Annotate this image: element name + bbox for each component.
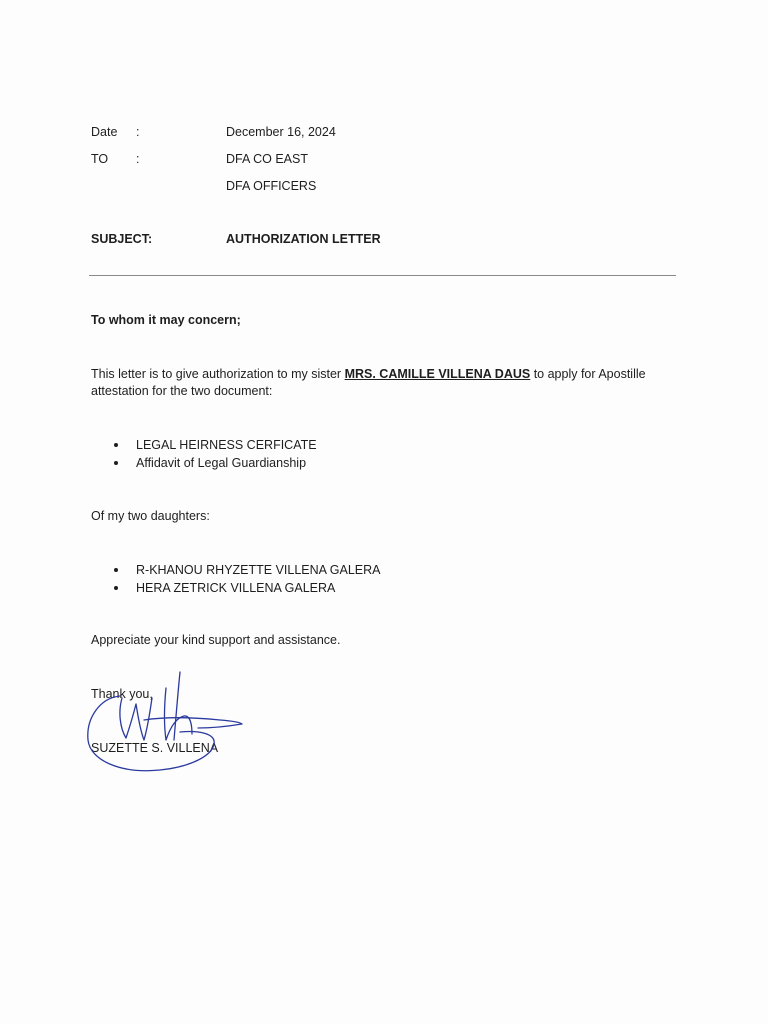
list-item xyxy=(91,454,651,472)
bullet-icon xyxy=(114,568,118,572)
date-row xyxy=(91,123,691,141)
list-item xyxy=(91,436,651,454)
daughters-list xyxy=(91,561,651,597)
date-label: Date xyxy=(91,125,118,139)
bullet-icon xyxy=(114,461,118,465)
signatory-name: SUZETTE S. VILLENA xyxy=(91,741,219,755)
bullet-icon xyxy=(114,586,118,590)
intro-text-after: to apply for Apostille attestation for the two document: xyxy=(91,367,646,398)
list-item xyxy=(91,561,651,579)
handwritten-signature xyxy=(80,668,250,778)
appreciation-line: Appreciate your kind support and assistance. xyxy=(91,633,341,647)
daughters-intro: Of my two daughters: xyxy=(91,509,210,523)
bullet-icon xyxy=(114,443,118,447)
intro-text-before: This letter is to give authorization to my sister xyxy=(91,367,345,381)
document-item-2: Affidavit of Legal Guardianship xyxy=(136,456,307,470)
intro-paragraph xyxy=(91,366,651,400)
header-divider xyxy=(89,275,676,276)
to-row xyxy=(91,150,691,168)
to-label: TO xyxy=(91,152,109,166)
daughter-item-1: R-KHANOU RHYZETTE VILLENA GALERA xyxy=(136,563,381,577)
subject-label: SUBJECT: xyxy=(91,232,153,246)
list-item xyxy=(91,579,651,597)
subject-row xyxy=(91,230,691,248)
authorized-person-name: MRS. CAMILLE VILLENA DAUS xyxy=(344,367,531,381)
subject-value: AUTHORIZATION LETTER xyxy=(226,232,381,246)
date-value: December 16, 2024 xyxy=(226,125,336,139)
documents-list xyxy=(91,436,651,472)
document-item-1: LEGAL HEIRNESS CERFICATE xyxy=(136,438,317,452)
to-row-2 xyxy=(91,177,691,195)
date-colon: : xyxy=(136,125,140,139)
salutation: To whom it may concern; xyxy=(91,313,241,327)
daughter-item-2: HERA ZETRICK VILLENA GALERA xyxy=(136,581,336,595)
to-recipient-1: DFA CO EAST xyxy=(226,152,308,166)
closing-line: Thank you, xyxy=(91,687,153,701)
to-colon: : xyxy=(136,152,140,166)
to-recipient-2: DFA OFFICERS xyxy=(226,179,317,193)
